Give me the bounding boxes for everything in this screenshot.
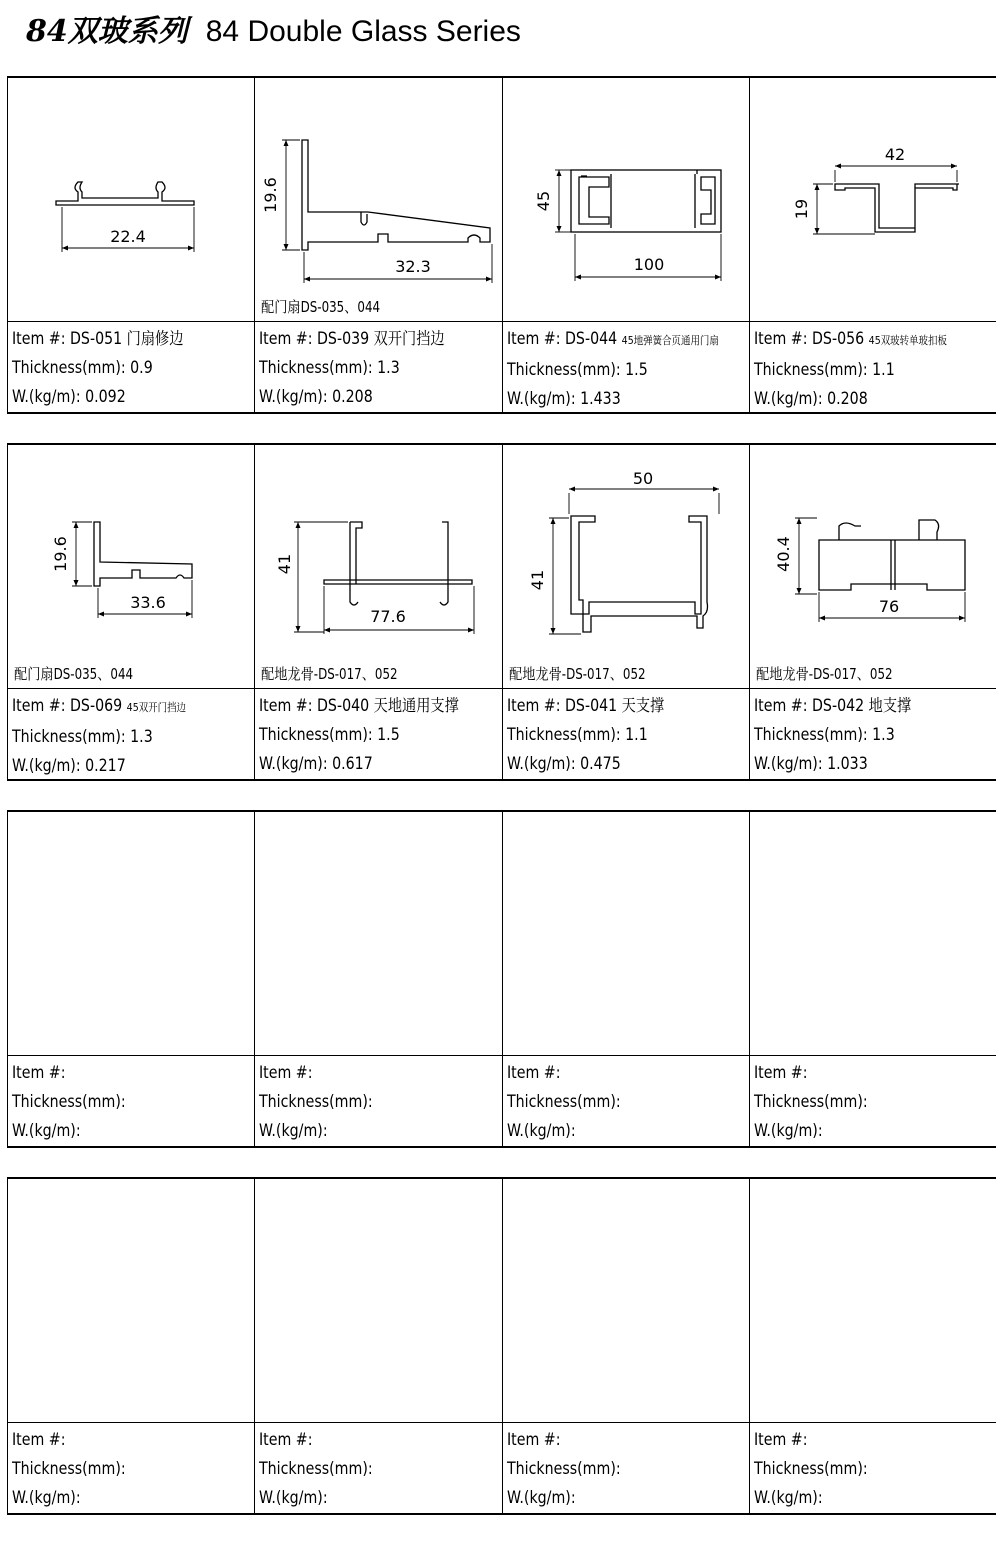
spec-block bbox=[503, 322, 749, 412]
compatibility-note: 配地龙骨-DS-017、052 bbox=[755, 665, 893, 683]
dimension-label: 41 bbox=[527, 569, 547, 591]
spec-block bbox=[255, 1056, 501, 1146]
dimension-label: 40.4 bbox=[773, 536, 793, 572]
spec-block bbox=[503, 1423, 749, 1513]
product-cell bbox=[503, 1179, 750, 1513]
weight-label: W.(kg/m): bbox=[12, 756, 81, 775]
spec-block bbox=[750, 1056, 996, 1146]
thickness-row bbox=[507, 720, 715, 749]
item-row bbox=[12, 324, 220, 353]
compatibility-note: 配门扇DS-035、044 bbox=[14, 665, 134, 683]
spec-block bbox=[503, 1056, 749, 1146]
item-row bbox=[754, 1425, 962, 1454]
weight-value: 0.475 bbox=[579, 754, 621, 773]
item-label: Item #: bbox=[506, 329, 560, 348]
dimension-label: 33.6 bbox=[130, 593, 166, 612]
item-label: Item #: bbox=[12, 329, 66, 348]
profile-drawing bbox=[750, 812, 996, 1056]
dimension-label: 19 bbox=[791, 198, 811, 220]
item-label: Item #: bbox=[12, 696, 66, 715]
thickness-label: Thickness(mm): bbox=[506, 725, 621, 744]
thickness-label: Thickness(mm): bbox=[753, 1459, 868, 1478]
spec-block bbox=[8, 689, 254, 779]
weight-label: W.(kg/m): bbox=[259, 1488, 328, 1507]
weight-row bbox=[259, 1483, 467, 1512]
thickness-value: 1.3 bbox=[871, 725, 895, 744]
weight-label: W.(kg/m): bbox=[753, 389, 823, 408]
thickness-label: Thickness(mm): bbox=[259, 725, 373, 744]
item-number: DS-051 bbox=[70, 329, 123, 348]
thickness-value: 1.5 bbox=[624, 360, 648, 379]
profile-drawing bbox=[8, 445, 254, 689]
thickness-label: Thickness(mm): bbox=[506, 1459, 621, 1478]
spec-block bbox=[8, 1423, 254, 1513]
item-row bbox=[507, 1058, 715, 1087]
item-row bbox=[12, 1058, 220, 1087]
product-cell bbox=[503, 78, 750, 412]
item-row bbox=[754, 1058, 962, 1087]
profile-drawing bbox=[8, 1179, 254, 1423]
thickness-row bbox=[259, 353, 467, 382]
weight-label: W.(kg/m): bbox=[259, 1121, 328, 1140]
thickness-label: Thickness(mm): bbox=[259, 1092, 373, 1111]
weight-label: W.(kg/m): bbox=[506, 1121, 576, 1140]
profile-cross-section bbox=[503, 445, 749, 688]
thickness-value: 1.3 bbox=[377, 358, 400, 377]
dimension-label: 41 bbox=[275, 553, 295, 575]
weight-value: 1.033 bbox=[826, 754, 868, 773]
product-cell bbox=[503, 445, 750, 779]
dimension-label: 32.3 bbox=[395, 257, 432, 276]
item-label: Item #: bbox=[506, 696, 560, 715]
spec-block bbox=[255, 1423, 501, 1513]
item-description: 45双开门挡边 bbox=[126, 701, 187, 714]
profile-drawing bbox=[255, 1179, 501, 1423]
thickness-label: Thickness(mm): bbox=[259, 1459, 373, 1478]
item-description: 门扇修边 bbox=[126, 329, 184, 348]
thickness-row bbox=[754, 720, 962, 749]
profile-drawing bbox=[255, 445, 501, 689]
item-description: 45地弹簧合页通用门扇 bbox=[621, 334, 719, 347]
item-label: Item #: bbox=[259, 329, 313, 348]
dimension-label: 22.4 bbox=[110, 227, 146, 246]
weight-row bbox=[259, 1116, 467, 1145]
profile-cross-section bbox=[255, 445, 501, 688]
thickness-label: Thickness(mm): bbox=[259, 358, 373, 377]
spec-block bbox=[255, 322, 501, 412]
thickness-row bbox=[259, 1454, 467, 1483]
profile-cross-section bbox=[750, 445, 996, 688]
weight-row bbox=[259, 749, 467, 778]
weight-row bbox=[12, 751, 220, 779]
weight-label: W.(kg/m): bbox=[506, 1488, 576, 1507]
weight-value: 1.433 bbox=[579, 389, 621, 408]
item-number: DS-042 bbox=[811, 696, 864, 715]
item-number: DS-056 bbox=[811, 329, 864, 348]
product-cell bbox=[8, 78, 255, 412]
dimension-label: 19.6 bbox=[261, 177, 281, 213]
item-description: 45双玻转单玻扣板 bbox=[868, 334, 947, 347]
thickness-value: 0.9 bbox=[130, 358, 153, 377]
weight-row bbox=[12, 1116, 220, 1145]
weight-row bbox=[754, 384, 962, 412]
profile-drawing bbox=[750, 78, 996, 322]
thickness-label: Thickness(mm): bbox=[753, 1092, 868, 1111]
weight-row bbox=[507, 1116, 715, 1145]
item-label: Item #: bbox=[259, 1430, 313, 1449]
item-row bbox=[506, 324, 719, 355]
product-cell bbox=[255, 1179, 502, 1513]
item-row bbox=[259, 324, 467, 353]
weight-row bbox=[754, 1483, 962, 1512]
item-number: DS-040 bbox=[317, 696, 370, 715]
weight-row bbox=[754, 749, 962, 778]
item-number: DS-039 bbox=[317, 329, 370, 348]
thickness-value: 1.1 bbox=[624, 725, 648, 744]
dimension-label: 100 bbox=[633, 255, 664, 274]
item-row bbox=[754, 324, 962, 355]
item-label: Item #: bbox=[753, 1063, 808, 1082]
item-number: DS-041 bbox=[564, 696, 617, 715]
thickness-value: 1.3 bbox=[130, 727, 153, 746]
thickness-label: Thickness(mm): bbox=[506, 360, 621, 379]
page-title bbox=[26, 6, 521, 49]
item-row bbox=[754, 691, 962, 720]
profile-drawing bbox=[255, 78, 501, 322]
compatibility-note: 配地龙骨-DS-017、052 bbox=[508, 665, 646, 683]
page-title-zh: 84双玻系列 bbox=[26, 14, 188, 49]
spec-block bbox=[503, 689, 749, 779]
profile-cross-section bbox=[8, 78, 254, 321]
product-cell bbox=[8, 445, 255, 779]
weight-label: W.(kg/m): bbox=[12, 1121, 81, 1140]
item-number: DS-044 bbox=[564, 329, 617, 348]
dimension-label: 76 bbox=[878, 597, 899, 616]
thickness-row bbox=[259, 1087, 467, 1116]
profile-drawing bbox=[503, 1179, 749, 1423]
compatibility-note: 配门扇DS-035、044 bbox=[261, 298, 381, 316]
item-row bbox=[12, 691, 220, 722]
dimension-label: 50 bbox=[632, 469, 653, 488]
weight-row bbox=[12, 382, 220, 411]
profile-drawing bbox=[255, 812, 501, 1056]
thickness-row bbox=[12, 353, 220, 382]
thickness-label: Thickness(mm): bbox=[12, 358, 126, 377]
spec-block bbox=[750, 322, 996, 412]
profile-drawing bbox=[8, 812, 254, 1056]
item-label: Item #: bbox=[12, 1063, 66, 1082]
profile-drawing bbox=[503, 812, 749, 1056]
item-label: Item #: bbox=[506, 1063, 560, 1082]
thickness-row bbox=[754, 1087, 962, 1116]
item-row bbox=[507, 691, 715, 720]
weight-label: W.(kg/m): bbox=[506, 389, 576, 408]
profile-cross-section bbox=[503, 78, 749, 321]
thickness-value: 1.1 bbox=[871, 360, 895, 379]
product-grid-row bbox=[7, 1177, 996, 1515]
weight-value: 0.092 bbox=[85, 387, 126, 406]
weight-label: W.(kg/m): bbox=[259, 754, 328, 773]
weight-label: W.(kg/m): bbox=[753, 754, 823, 773]
weight-value: 0.208 bbox=[332, 387, 373, 406]
item-row bbox=[259, 691, 467, 720]
product-cell bbox=[503, 812, 750, 1146]
item-row bbox=[259, 1425, 467, 1454]
dimension-label: 45 bbox=[533, 190, 553, 212]
dimension-label: 19.6 bbox=[51, 536, 70, 572]
product-cell bbox=[750, 445, 996, 779]
weight-label: W.(kg/m): bbox=[12, 387, 81, 406]
profile-cross-section bbox=[255, 78, 501, 321]
item-description: 地支撑 bbox=[868, 696, 911, 715]
profile-drawing bbox=[503, 78, 749, 322]
weight-row bbox=[754, 1116, 962, 1145]
product-cell bbox=[8, 1179, 255, 1513]
thickness-value: 1.5 bbox=[377, 725, 400, 744]
thickness-row bbox=[12, 1454, 220, 1483]
weight-row bbox=[507, 384, 715, 412]
weight-value: 0.617 bbox=[332, 754, 373, 773]
item-label: Item #: bbox=[753, 1430, 808, 1449]
product-cell bbox=[255, 78, 502, 412]
item-row bbox=[12, 1425, 220, 1454]
weight-value: 0.217 bbox=[85, 756, 126, 775]
weight-label: W.(kg/m): bbox=[506, 754, 576, 773]
thickness-row bbox=[507, 355, 715, 384]
weight-row bbox=[12, 1483, 220, 1512]
item-label: Item #: bbox=[12, 1430, 66, 1449]
item-label: Item #: bbox=[259, 1063, 313, 1082]
product-cell bbox=[255, 812, 502, 1146]
thickness-label: Thickness(mm): bbox=[506, 1092, 621, 1111]
spec-block bbox=[750, 689, 996, 779]
item-number: DS-069 bbox=[70, 696, 123, 715]
profile-cross-section bbox=[8, 445, 254, 688]
item-description: 天地通用支撑 bbox=[373, 696, 460, 715]
product-cell bbox=[750, 78, 996, 412]
thickness-label: Thickness(mm): bbox=[12, 1092, 126, 1111]
profile-drawing bbox=[750, 1179, 996, 1423]
spec-block bbox=[255, 689, 501, 779]
weight-row bbox=[259, 382, 467, 411]
item-description: 双开门挡边 bbox=[373, 329, 445, 348]
thickness-row bbox=[507, 1087, 715, 1116]
product-cell bbox=[255, 445, 502, 779]
dimension-label: 42 bbox=[884, 145, 905, 164]
weight-label: W.(kg/m): bbox=[259, 387, 328, 406]
thickness-row bbox=[12, 1087, 220, 1116]
thickness-row bbox=[754, 355, 962, 384]
weight-value: 0.208 bbox=[826, 389, 868, 408]
thickness-row bbox=[12, 722, 220, 751]
item-label: Item #: bbox=[753, 329, 808, 348]
product-grid-row bbox=[7, 810, 996, 1148]
item-label: Item #: bbox=[753, 696, 808, 715]
weight-row bbox=[507, 1483, 715, 1512]
thickness-label: Thickness(mm): bbox=[753, 725, 868, 744]
product-cell bbox=[750, 1179, 996, 1513]
weight-label: W.(kg/m): bbox=[753, 1121, 823, 1140]
profile-drawing bbox=[8, 78, 254, 322]
spec-block bbox=[750, 1423, 996, 1513]
thickness-label: Thickness(mm): bbox=[753, 360, 868, 379]
product-grid-row bbox=[7, 443, 996, 781]
spec-block bbox=[8, 1056, 254, 1146]
item-row bbox=[259, 1058, 467, 1087]
item-row bbox=[507, 1425, 715, 1454]
product-grid-row bbox=[7, 76, 996, 414]
thickness-row bbox=[507, 1454, 715, 1483]
profile-cross-section bbox=[750, 78, 996, 321]
profile-drawing bbox=[750, 445, 996, 689]
item-label: Item #: bbox=[259, 696, 313, 715]
thickness-label: Thickness(mm): bbox=[12, 1459, 126, 1478]
product-cell bbox=[750, 812, 996, 1146]
item-label: Item #: bbox=[506, 1430, 560, 1449]
item-description: 天支撑 bbox=[621, 696, 664, 715]
thickness-row bbox=[754, 1454, 962, 1483]
weight-label: W.(kg/m): bbox=[753, 1488, 823, 1507]
thickness-label: Thickness(mm): bbox=[12, 727, 126, 746]
profile-drawing bbox=[503, 445, 749, 689]
dimension-label: 77.6 bbox=[370, 607, 407, 626]
weight-label: W.(kg/m): bbox=[12, 1488, 81, 1507]
compatibility-note: 配地龙骨-DS-017、052 bbox=[261, 665, 398, 683]
page-title-en: 84 Double Glass Series bbox=[205, 15, 521, 48]
weight-row bbox=[507, 749, 715, 778]
spec-block bbox=[8, 322, 254, 412]
product-cell bbox=[8, 812, 255, 1146]
thickness-row bbox=[259, 720, 467, 749]
